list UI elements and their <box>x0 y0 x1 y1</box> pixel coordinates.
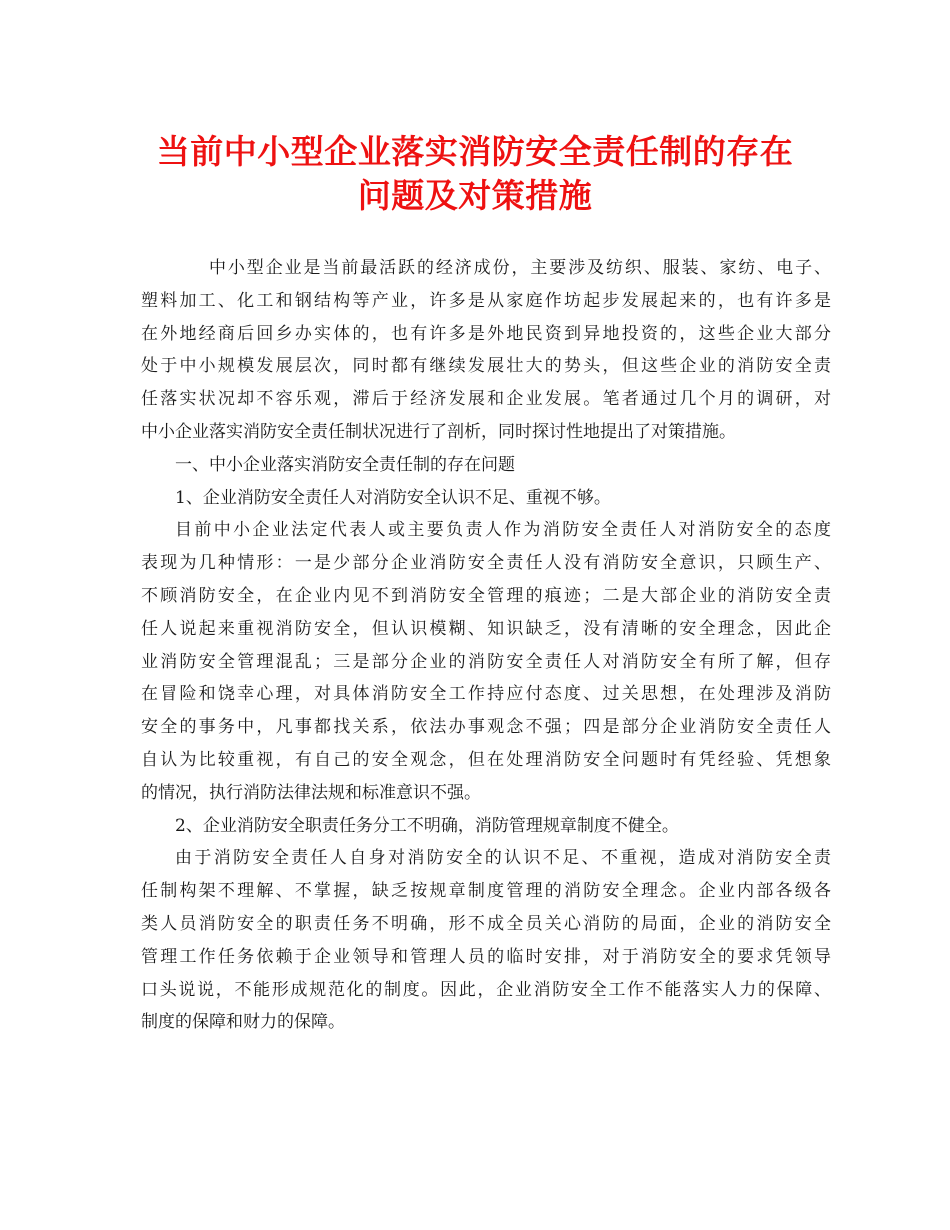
paragraph-line: 中小企业落实消防安全责任制状况进行了剖析，同时探讨性地提出了对策措施。 <box>141 421 736 442</box>
document-body <box>141 252 831 1039</box>
paragraph-line: 目前中小企业法定代表人或主要负责人作为消防安全责任人对消防安全的态度 <box>175 520 831 541</box>
paragraph-line: 管理工作任务依赖于企业领导和管理人员的临时安排，对于消防安全的要求凭领导 <box>141 946 831 967</box>
paragraph-line: 任制构架不理解、不掌握，缺乏按规章制度管理的消防安全理念。企业内部各级各 <box>141 881 831 902</box>
document-title-line-2: 问题及对策措施 <box>357 176 593 215</box>
subsection-heading: 2、企业消防安全职责任务分工不明确，消防管理规章制度不健全。 <box>175 815 679 836</box>
paragraph-line: 任人说起来重视消防安全，但认识模糊、知识缺乏，没有清晰的安全理念，因此企 <box>141 618 831 639</box>
paragraph-line: 处于中小规模发展层次，同时都有继续发展壮大的势头，但这些企业的消防安全责 <box>141 356 831 377</box>
paragraph-line: 自认为比较重视，有自己的安全观念，但在处理消防安全问题时有凭经验、凭想象 <box>141 749 831 770</box>
paragraph-line: 在外地经商后回乡办实体的，也有许多是外地民资到异地投资的，这些企业大部分 <box>141 323 831 344</box>
document-title-line-1: 当前中小型企业落实消防安全责任制的存在 <box>156 132 794 171</box>
paragraph-line: 在冒险和饶幸心理，对具体消防安全工作持应付态度、过关思想，在处理涉及消防 <box>141 684 831 705</box>
paragraph-line: 由于消防安全责任人自身对消防安全的认识不足、不重视，造成对消防安全责 <box>175 848 831 869</box>
paragraph-line: 类人员消防安全的职责任务不明确，形不成全员关心消防的局面，企业的消防安全 <box>141 913 831 934</box>
paragraph-line: 安全的事务中，凡事都找关系，依法办事观念不强；四是部分企业消防安全责任人 <box>141 717 831 738</box>
paragraph-line: 中小型企业是当前最活跃的经济成份，主要涉及纺织、服装、家纺、电子、 <box>209 258 831 278</box>
paragraph-line: 制度的保障和财力的保障。 <box>141 1012 345 1033</box>
paragraph-line: 表现为几种情形：一是少部分企业消防安全责任人没有消防安全意识，只顾生产、 <box>141 553 831 574</box>
subsection-heading: 1、企业消防安全责任人对消防安全认识不足、重视不够。 <box>175 487 611 508</box>
paragraph-line: 口头说说，不能形成规范化的制度。因此，企业消防安全工作不能落实人力的保障、 <box>141 979 831 1000</box>
section-heading: 一、中小企业落实消防安全责任制的存在问题 <box>175 454 515 475</box>
paragraph-line: 任落实状况却不容乐观，滞后于经济发展和企业发展。笔者通过几个月的调研，对 <box>141 389 831 410</box>
paragraph-line: 塑料加工、化工和钢结构等产业，许多是从家庭作坊起步发展起来的，也有许多是 <box>141 290 831 311</box>
paragraph-line: 的情况，执行消防法律法规和标准意识不强。 <box>141 782 481 803</box>
paragraph-line: 业消防安全管理混乱；三是部分企业的消防安全责任人对消防安全有所了解，但存 <box>141 651 831 672</box>
paragraph-line: 不顾消防安全，在企业内见不到消防安全管理的痕迹；二是大部企业的消防安全责 <box>141 585 831 606</box>
